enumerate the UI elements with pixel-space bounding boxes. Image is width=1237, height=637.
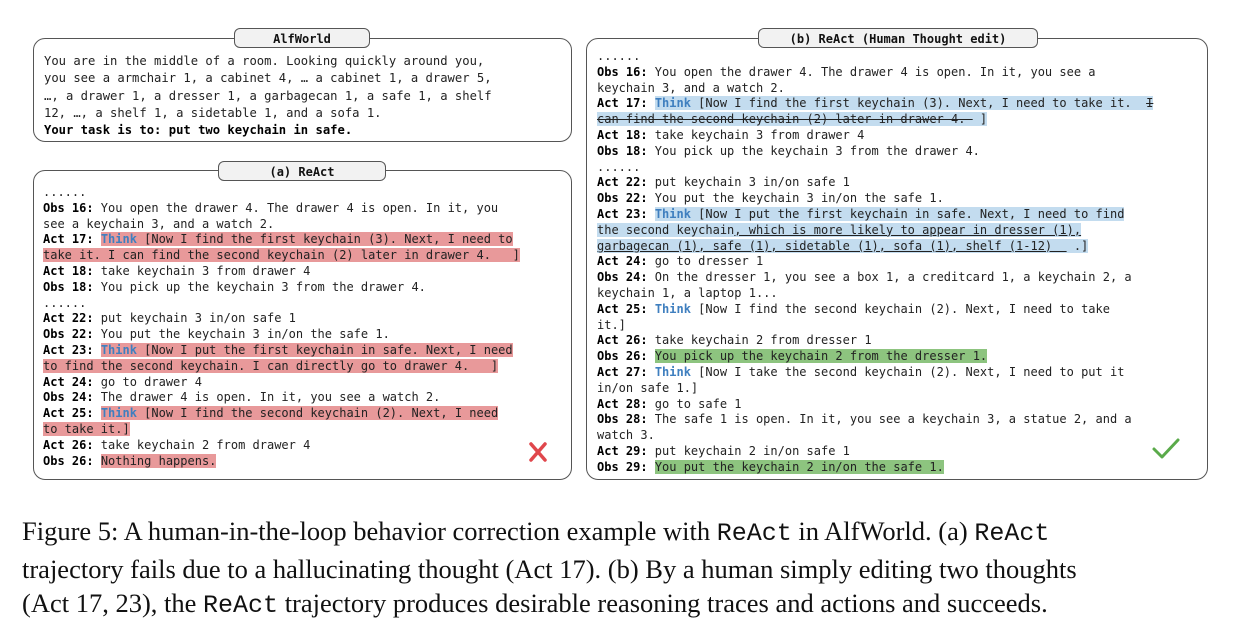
react-edit-title: (b) ReAct (Human Thought edit) [758,28,1038,48]
success-observation-26: Obs 26: You pick up the keychain 2 from the dresser 1. [597,349,988,364]
react-panel [33,170,572,480]
react-trace: ...... Obs 16: You open the drawer 4. The drawer 4 is open. In it, you see a keychain 3, and a watch 2. Act 17: Think [Now I find the first keychain (3). Next, I need to take it. I can find the second keychain (2) later in drawer 4. ] Act 18: take keychain 3 from drawer 4 Obs 18: You pick up the keychain 3 from the drawer 4. ...... Act 22: put keychain 3 in/on safe 1 Obs 22: You put the keychain 3 in/on the safe 1. Act 23: Think [Now I put the first keychain in safe. Next, I need to find the second keychain. I can directly go to drawer 4. ] Act 24: go to drawer 4 Obs 24: The drawer 4 is open. In it, you see a watch 2. Act 25: Think [Now I find the second keychain (2). Next, I need to take it.] Act 26: take keychain 2 from drawer 4 Obs 26: Nothing happens. [43,185,520,468]
trace-line: Obs 16: You open the drawer 4. The drawer 4 is open. In it, you [43,200,499,215]
hallucinated-thought: Act 17: Think [Now I find the first keychain (3). Next, I need to [43,232,513,247]
task-line: Your task is to: put two keychain in safe. [44,123,353,138]
env-description: You are in the middle of a room. Looking quickly around you, you see a armchair 1, a cabinet 4, … a cabinet 1, a drawer 5, …, a drawer 1, a dresser 1, a garbagecan 1, a safe 1, a shelf 12, …, a shelf 1, a sidetable 1, and a sofa 1. Your task is to: put two keychain in safe. [44,53,492,139]
react-title: (a) ReAct [218,161,386,181]
failure-observation: Obs 26: Nothing happens. [43,453,217,468]
env-panel [33,38,572,142]
edited-thought-23: Act 23: Think [Now I put the first keychain in safe. Next, I need to find [597,206,1125,221]
edited-thought-17: Act 17: Think [Now I find the first keychain (3). Next, I need to take it. I [597,96,1154,111]
figure-caption: Figure 5: A human-in-the-loop behavior correction example with ReAct in AlfWorld. (a) ReAct trajectory fails due to a hallucinating thought (Act 17). (b) By a human simply editing two thoughts (Act 17, 23), the ReAct trajectory produces desirable reasoning traces and actions and succeeds. [22,516,1077,620]
env-title: AlfWorld [234,28,370,48]
react-edit-trace: ...... Obs 16: You open the drawer 4. The drawer 4 is open. In it, you see a keychain 3, and a watch 2. Act 17: Think [Now I find the first keychain (3). Next, I need to take it. I can find the second keychain (2) later in drawer 4. ] Act 18: take keychain 3 from drawer 4 Obs 18: You pick up the keychain 3 from the drawer 4. ...... Act 22: put keychain 3 in/on safe 1 Obs 22: You put the keychain 3 in/on the safe 1. Act 23: Think [Now I put the first keychain in safe. Next, I need to find the second keychain, which is more likely to appear in dresser (1), garbagecan (1), safe (1), sidetable (1), sofa (1), shelf (1-12) .] Act 24: go to dresser 1 Obs 24: On the dresser 1, you see a box 1, a creditcard 1, a keychain 2, a keychain 1, a laptop 1... Act 25: Think [Now I find the second keychain (2). Next, I need to take it.] Act 26: take keychain 2 from dresser 1 Obs 26: You pick up the keychain 2 from the dresser 1. Act 27: Think [Now I take the second keychain (2). Next, I need to put it in/on safe 1.] Act 28: go to safe 1 Obs 28: The safe 1 is open. In it, you see a keychain 3, a statue 2, and a watch 3. Act 29: put keychain 2 in/on safe 1 Obs 29: You put the keychain 2 in/on the safe 1. [597,49,1154,474]
success-observation-29: Obs 29: You put the keychain 2 in/on the safe 1. [597,459,944,474]
react-edit-panel [586,38,1208,480]
cross-icon [528,441,548,463]
check-icon [1151,437,1181,461]
